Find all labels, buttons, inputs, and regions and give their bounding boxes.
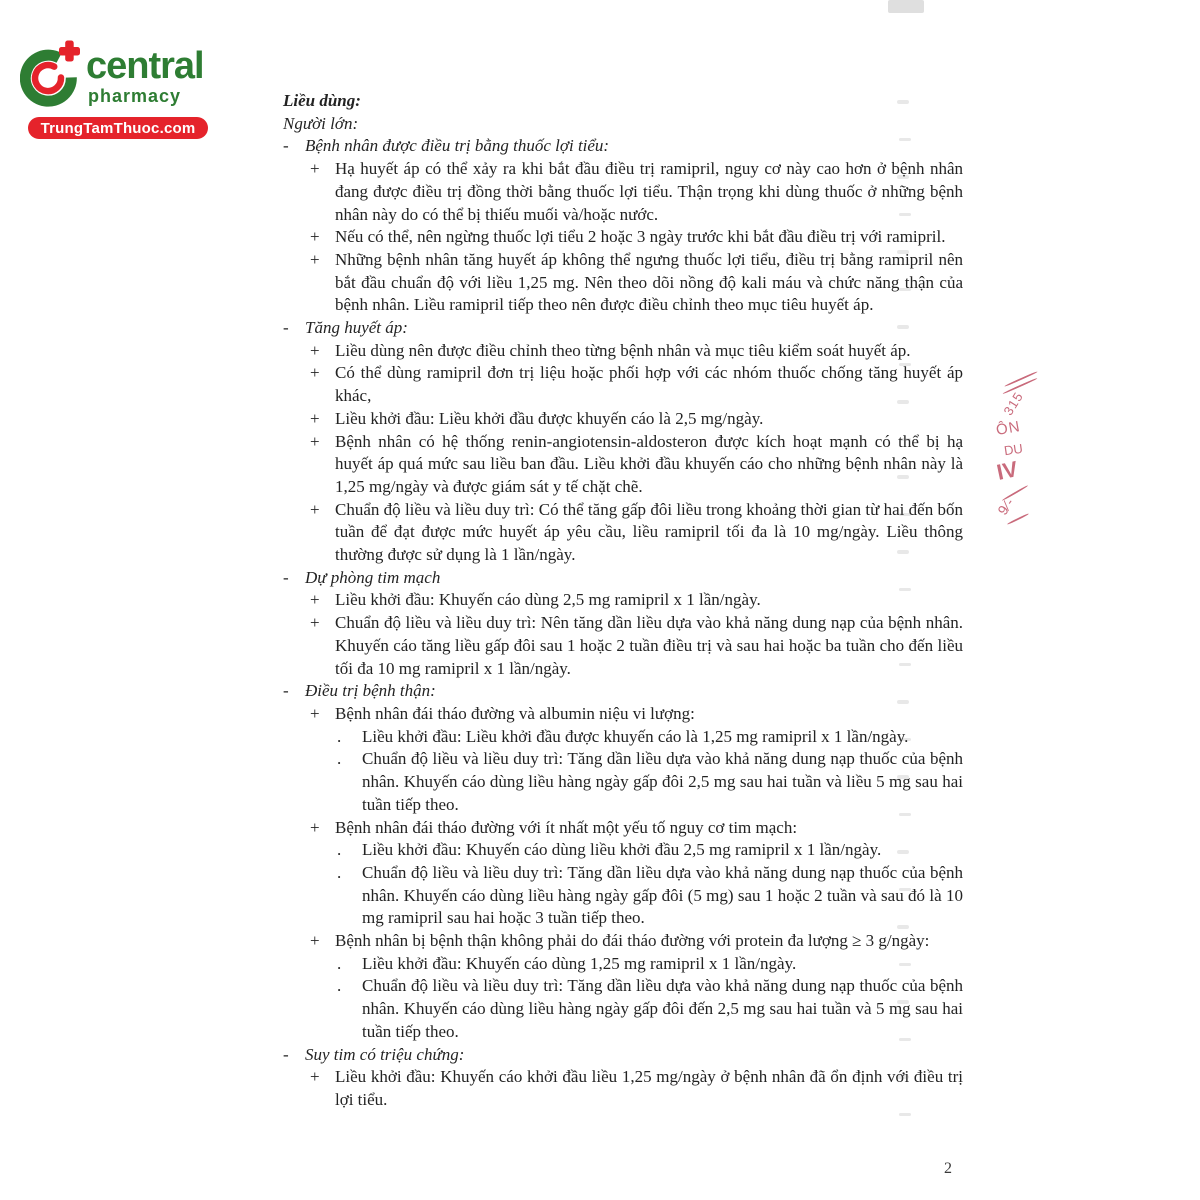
list-marker: . [337,726,342,746]
list-marker: + [310,159,320,179]
list-marker: + [310,499,320,519]
doc-text: Liều khởi đầu: Khuyến cáo dùng 2,5 mg ramipril x 1 lần/ngày. [335,590,761,610]
doc-text: Bệnh nhân có hệ thống renin-angiotensin-aldosteron được kích hoạt mạnh có thể bị hạ huyết áp quá mức sau liều ban đầu. Liều khởi đầu khuyến cáo cho những bệnh nhân này là 1,25 mg/ngày và được giám sát y tế chặt chẽ. [335,431,963,496]
doc-text: Bệnh nhân đái tháo đường và albumin niệu vi lượng: [335,703,695,723]
scan-artifact [897,325,909,329]
doc-text: Bệnh nhân được điều trị bằng thuốc lợi tiểu: [305,136,610,156]
list-marker: + [310,817,320,837]
scan-artifact [897,925,909,929]
scan-artifact [899,288,911,292]
doc-block-dash [283,1044,963,1067]
scan-artifact [899,138,911,142]
scan-artifact [899,888,911,892]
doc-text: Nếu có thể, nên ngừng thuốc lợi tiểu 2 hoặc 3 ngày trước khi bắt đầu điều trị với ramipril. [335,227,946,247]
scan-artifact [899,963,911,967]
list-marker: + [310,431,320,451]
doc-text: Liều dùng: [283,91,361,110]
doc-block-plus [283,362,963,407]
scan-artifact [888,0,924,13]
doc-text: Liều dùng nên được điều chỉnh theo từng bệnh nhân và mục tiêu kiểm soát huyết áp. [335,340,911,360]
brand-name: central [86,45,204,87]
doc-text: Chuẩn độ liều và liều duy trì: Tăng dần liều dựa vào khả năng dung nạp thuốc của bệnh nhân. Khuyến cáo dùng liều hàng ngày gấp đôi (5 mg) sau 1 hoặc 2 tuần và sau đó là 10 mg ramipril sau hai hoặc 3 tuần tiếp theo. [362,862,963,928]
website-badge [28,117,208,139]
doc-block-plus [283,817,963,840]
stamp-text-fragment: 9⁄- [994,494,1018,518]
list-marker: . [337,840,342,860]
scan-artifact [899,438,911,442]
doc-text: Liều khởi đầu: Liều khởi đầu được khuyến cáo là 2,5 mg/ngày. [335,408,764,428]
page-number: 2 [944,1160,952,1177]
doc-text: Có thể dùng ramipril đơn trị liệu hoặc phối hợp với các nhóm thuốc chống tăng huyết áp khác, [335,363,963,406]
scan-artifact [899,1038,911,1042]
doc-text: Liều khởi đầu: Khuyến cáo dùng liều khởi đầu 2,5 mg ramipril x 1 lần/ngày. [362,840,882,860]
doc-text: Chuẩn độ liều và liều duy trì: Tăng dần liều dựa vào khả năng dung nạp thuốc của bệnh nhân. Khuyến cáo dùng liều hàng ngày gấp đôi đến 2,5 mg sau hai tuần và 5 mg sau hai tuần tiếp theo. [362,976,963,1041]
doc-text: Liều khởi đầu: Liều khởi đầu được khuyến cáo là 1,25 mg ramipril x 1 lần/ngày. [362,726,909,746]
document-body [283,90,963,1112]
doc-text: Chuẩn độ liều và liều duy trì: Có thể tăng gấp đôi liều trong khoảng thời gian từ hai đến bốn tuần để đạt được mức huyết áp yêu cầu, liều ramipril tối đa là 10 mg/ngày. Liều thông thường được sử dụng là 1 lần/ngày. [335,499,963,565]
list-marker: + [310,249,320,269]
scan-artifact [899,513,911,517]
list-marker: + [310,227,320,247]
list-marker: - [283,681,289,701]
list-marker: . [337,976,342,996]
scan-artifact [899,1113,911,1117]
scan-artifact [897,100,909,104]
doc-block-plus [283,158,963,226]
doc-block-plus [283,612,963,680]
list-marker: + [310,703,320,723]
doc-text: Người lớn: [283,113,359,133]
doc-text: Chuẩn độ liều và liều duy trì: Nên tăng dần liều dựa vào khả năng dung nạp của bệnh nhân. Khuyến cáo tăng liều gấp đôi sau 1 hoặc 2 tuần điều trị và sau hai hoặc ba tuần cho đến liều tối đa 10 mg ramipril x 1 lần/ngày. [335,613,963,678]
scan-artifact [899,813,911,817]
scan-artifact [897,175,909,179]
list-marker: . [337,862,342,882]
scan-artifact [897,775,909,779]
scan-artifact [897,1000,909,1004]
scan-artifact [899,663,911,667]
doc-text: Tăng huyết áp: [305,318,408,338]
list-marker: + [310,408,320,428]
list-marker: + [310,590,320,610]
doc-block-plus [283,249,963,317]
doc-text: Dự phòng tim mạch [305,567,441,587]
doc-text: Bệnh nhân bị bệnh thận không phải do đái tháo đường với protein đa lượng ≥ 3 g/ngày: [335,931,930,951]
scan-artifact [897,1075,909,1079]
scan-artifact [897,850,909,854]
doc-text: Bệnh nhân đái tháo đường với ít nhất một yếu tố nguy cơ tim mạch: [335,817,798,837]
pharmacy-c-plus-icon [20,38,82,110]
stamp-text-fragment: IV [994,456,1021,485]
doc-block-plus [283,589,963,612]
doc-block-dash [283,567,963,590]
stamp-text-fragment: 315 [1000,389,1027,418]
doc-block-plus [283,703,963,726]
doc-text: Điều trị bệnh thận: [305,681,436,701]
doc-block-dot [283,726,963,749]
scan-artifact [899,363,911,367]
website-url: TrungTamThuoc.com [40,119,196,137]
doc-block-plus [283,408,963,431]
doc-block-plus [283,431,963,499]
doc-block-plus [283,340,963,363]
doc-block-plus [283,1066,963,1111]
list-marker: - [283,136,289,156]
doc-block-dash [283,680,963,703]
doc-block-plus [283,499,963,567]
doc-block-dash [283,317,963,340]
central-pharmacy-logo [18,34,238,144]
list-marker: + [310,340,320,360]
scan-artifact [897,475,909,479]
doc-block-plus [283,226,963,249]
list-marker: - [283,318,289,338]
doc-text: Suy tim có triệu chứng: [305,1044,465,1064]
stamp-arc-line [1007,513,1029,525]
doc-block-dot [283,975,963,1043]
list-marker: - [283,1044,289,1064]
scan-artifact [899,213,911,217]
scan-artifact [897,700,909,704]
scan-artifact [899,738,911,742]
scan-artifact [897,550,909,554]
doc-block-dot [283,839,963,862]
doc-block-dash [283,135,963,158]
stamp-text-fragment: DU [1003,440,1024,459]
brand-subtitle: pharmacy [88,86,182,106]
scan-artifact [897,625,909,629]
doc-block-heading [283,90,963,113]
list-marker: - [283,567,289,587]
doc-text: Những bệnh nhân tăng huyết áp không thể ngưng thuốc lợi tiểu, điều trị bằng ramipril nên bắt đầu chuẩn độ với liều 1,25 mg. Nên theo dõi nồng độ kali máu và chức năng thận của bệnh nhân. Liều ramipril tiếp theo nên được điều chỉnh theo mục tiêu huyết áp. [335,249,963,315]
list-marker: + [310,613,320,633]
doc-block-plus [283,930,963,953]
list-marker: + [310,1067,320,1087]
scan-artifact [897,400,909,404]
doc-block-subheading [283,113,963,136]
scan-artifact [897,250,909,254]
doc-text: Liều khởi đầu: Khuyến cáo khởi đầu liều 1,25 mg/ngày ở bệnh nhân đã ổn định với điều trị lợi tiểu. [335,1067,963,1109]
list-marker: + [310,363,320,383]
doc-block-dot [283,748,963,816]
list-marker: . [337,749,342,769]
stamp-text-fragment: ÔN [994,418,1022,439]
list-marker: . [337,953,342,973]
doc-block-dot [283,862,963,930]
approval-stamp-fragment [994,372,1040,532]
list-marker: + [310,931,320,951]
doc-text: Hạ huyết áp có thể xảy ra khi bắt đầu điều trị ramipril, nguy cơ này cao hơn ở bệnh nhân đang được điều trị đồng thời bằng thuốc lợi tiểu. Thận trọng khi dùng thuốc ở những bệnh nhân này do có thể bị thiếu muối và/hoặc nước. [335,159,963,224]
scan-artifact [899,588,911,592]
doc-block-dot [283,953,963,976]
doc-text: Chuẩn độ liều và liều duy trì: Tăng dần liều dựa vào khả năng dung nạp thuốc của bệnh nhân. Khuyến cáo dùng liều hàng ngày gấp đôi 2,5 mg sau hai tuần và liều 5 mg sau hai tuần tiếp theo. [362,749,963,814]
doc-text: Liều khởi đầu: Khuyến cáo dùng 1,25 mg ramipril x 1 lần/ngày. [362,953,797,973]
